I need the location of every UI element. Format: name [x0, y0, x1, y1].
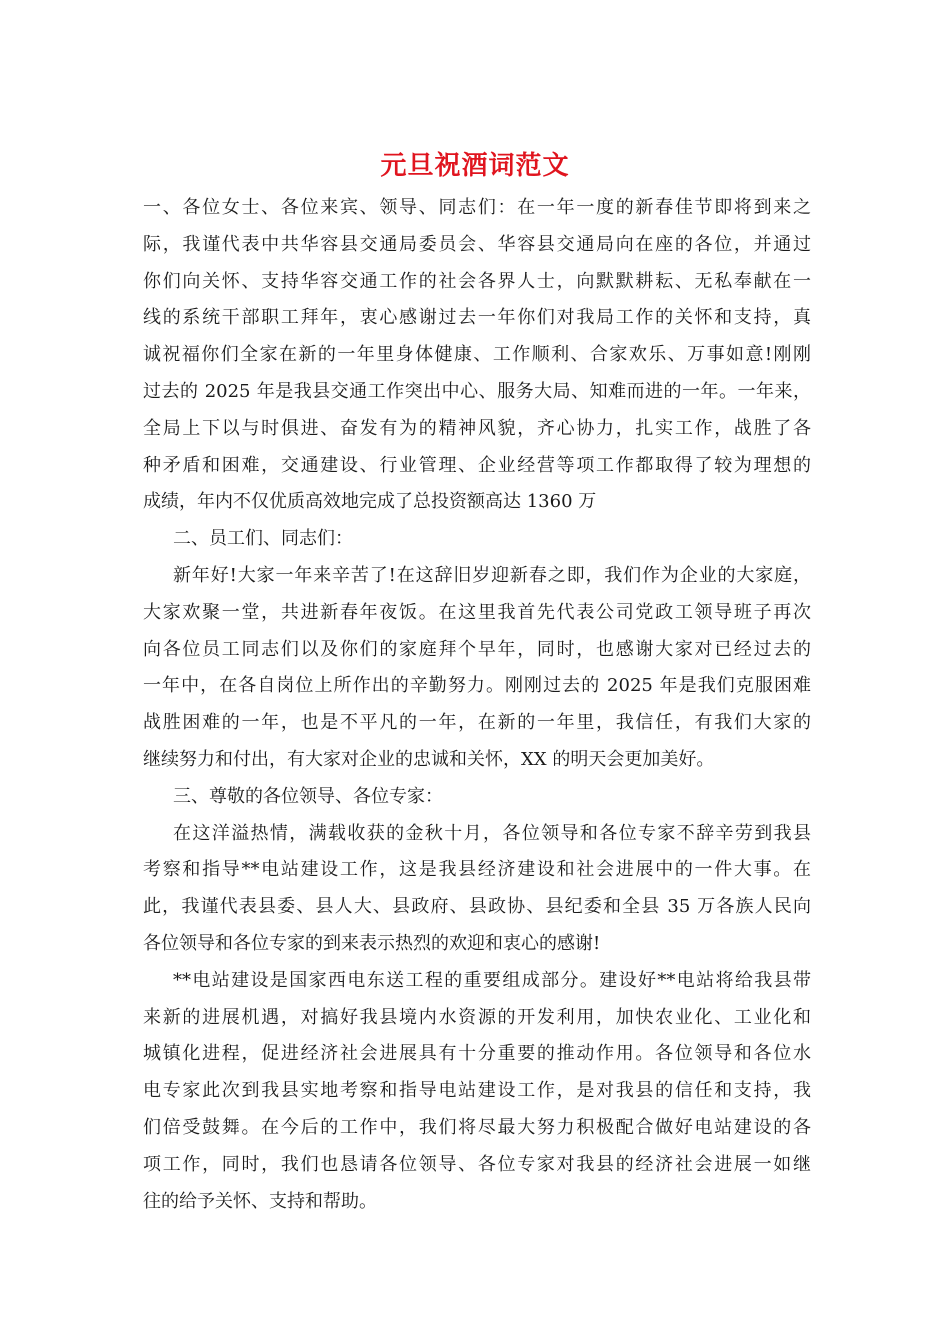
- text-line: 们倍受鼓舞。在今后的工作中，我们将尽最大努力积极配合做好电站建设的各: [143, 1116, 811, 1138]
- text-line: 际，我谨代表中共华容县交通局委员会、华容县交通局向在座的各位，并通过: [143, 233, 811, 255]
- text-line: 一、各位女士、各位来宾、领导、同志们：在一年一度的新春佳节即将到来之: [143, 197, 811, 218]
- text-line: 过去的 2025 年是我县交通工作突出中心、服务大局、知难而进的一年。一年来，: [143, 380, 811, 402]
- text-line: 电专家此次到我县实地考察和指导电站建设工作，是对我县的信任和支持，我: [143, 1080, 811, 1102]
- text-line: **电站建设是国家西电东送工程的重要组成部分。建设好**电站将给我县带: [173, 969, 811, 991]
- text-line: 在这洋溢热情，满载收获的金秋十月，各位领导和各位专家不辞辛劳到我县: [173, 822, 811, 844]
- document-title: 元旦祝酒词范文: [380, 151, 570, 181]
- text-line: 大家欢聚一堂，共进新春年夜饭。在这里我首先代表公司党政工领导班子再次: [143, 601, 811, 623]
- text-line: 新年好!大家一年来辛苦了!在这辞旧岁迎新春之即，我们作为企业的大家庭，: [173, 564, 811, 586]
- text-line: 战胜困难的一年，也是不平凡的一年，在新的一年里，我信任，有我们大家的: [143, 712, 811, 734]
- text-line: 一年中，在各自岗位上所作出的辛勤努力。刚刚过去的 2025 年是我们克服困难: [143, 675, 811, 697]
- text-line: 项工作，同时，我们也恳请各位领导、各位专家对我县的经济社会进展一如继: [143, 1153, 811, 1175]
- text-line: 二、员工们、同志们：: [173, 528, 353, 550]
- text-line: 往的给予关怀、支持和帮助。: [143, 1190, 377, 1212]
- text-line: 各位领导和各位专家的到来表示热烈的欢迎和衷心的感谢!: [143, 932, 601, 954]
- text-line: 你们向关怀、支持华容交通工作的社会各界人士，向默默耕耘、无私奉献在一: [143, 270, 811, 292]
- text-line: 诚祝福你们全家在新的一年里身体健康、工作顺利、合家欢乐、万事如意!刚刚: [143, 344, 811, 366]
- text-line: 线的系统干部职工拜年，衷心感谢过去一年你们对我局工作的关怀和支持，真: [143, 307, 811, 329]
- text-line: 全局上下以与时俱进、奋发有为的精神风貌，齐心协力，扎实工作，战胜了各: [143, 417, 811, 439]
- text-line: 城镇化进程，促进经济社会进展具有十分重要的推动作用。各位领导和各位水: [143, 1043, 811, 1065]
- text-line: 考察和指导**电站建设工作，这是我县经济建设和社会进展中的一件大事。在: [143, 859, 811, 881]
- text-line: 继续努力和付出，有大家对企业的忠诚和关怀，XX 的明天会更加美好。: [143, 748, 715, 770]
- text-line: 成绩，年内不仅优质高效地完成了总投资额高达 1360 万: [143, 491, 597, 513]
- text-line: 三、尊敬的各位领导、各位专家：: [173, 785, 443, 807]
- text-line: 此，我谨代表县委、县人大、县政府、县政协、县纪委和全县 35 万各族人民向: [143, 896, 811, 918]
- text-line: 种矛盾和困难，交通建设、行业管理、企业经营等项工作都取得了较为理想的: [143, 454, 811, 476]
- document-body: [143, 190, 811, 1220]
- text-line: 来新的进展机遇，对搞好我县境内水资源的开发利用，加快农业化、工业化和: [143, 1006, 811, 1028]
- text-line: 向各位员工同志们以及你们的家庭拜个早年，同时，也感谢大家对已经过去的: [143, 638, 811, 660]
